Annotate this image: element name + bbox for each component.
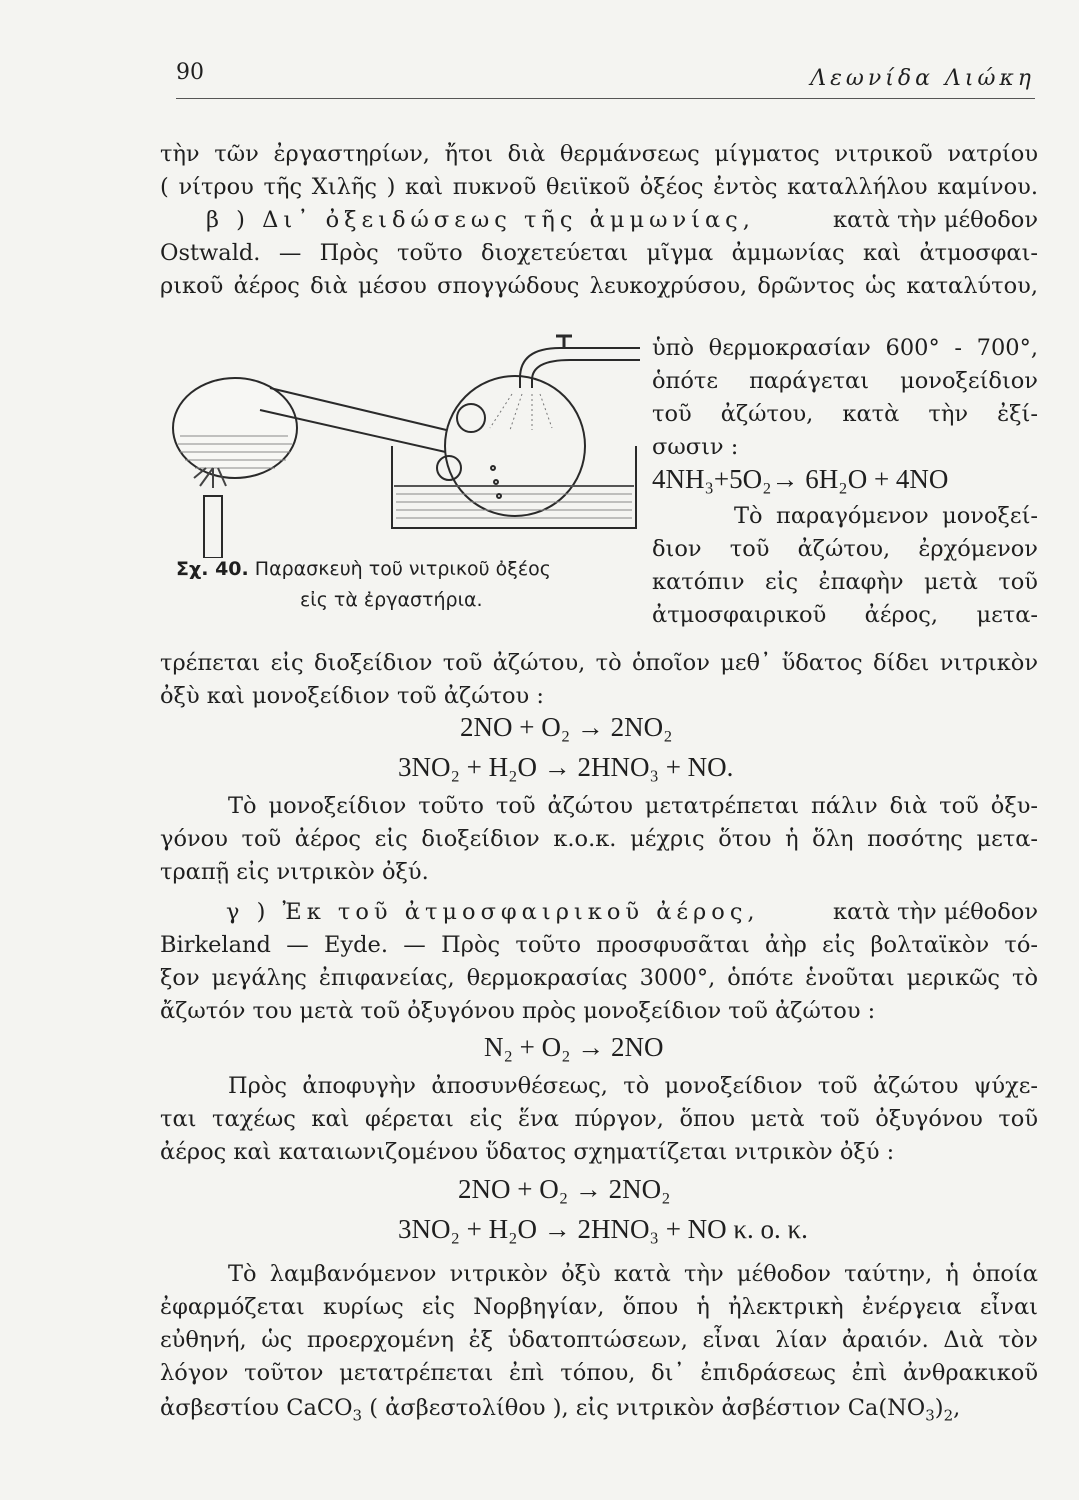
- text-line: Τὸ λαμβανόμενον νιτρικὸν ὀξὺ κατὰ τὴν μέθοδον ταύτην, ἡ ὁποία: [228, 1261, 1038, 1287]
- text-line: εὐθηνή, ὡς προερχομένη ἐξ ὑδατοπτώσεων, εἶναι λίαν ἀραιόν. Διὰ τὸν: [160, 1327, 1038, 1353]
- text-fragment: ἀσβεστίου CaCO: [160, 1395, 353, 1421]
- section-b-heading: β ) Δι᾽ ὀξειδώσεως τῆς ἀμμωνίας,: [206, 207, 755, 233]
- equation: 2NO + O₂ → 2NO₂: [460, 712, 673, 742]
- text-line: ἀσβεστίου CaCO$_3$ ( ἀσβεστολίθου ), εἰς νιτρικὸν ἀσβέστιον $Ca(NO_3)_2$,: [160, 1395, 961, 1425]
- equation: 2NO + O₂ → 2NO₂: [458, 1174, 671, 1204]
- text-line: κατόπιν εἰς ἐπαφὴν μετὰ τοῦ: [652, 569, 1038, 595]
- equation: 3NO₂ + H₂O → 2HNO₃ + NO κ. ο. κ.: [398, 1214, 808, 1244]
- page-header: [176, 56, 1035, 99]
- text-line: Πρὸς ἀποφυγὴν ἀποσυνθέσεως, τὸ μονοξείδιον τοῦ ἀζώτου ψύχε-: [228, 1073, 1038, 1099]
- text-line: ὀξὺ καὶ μονοξείδιον τοῦ ἀζώτου :: [160, 683, 544, 709]
- text-line: ται ταχέως καὶ φέρεται εἰς ἕνα πύργον, ὅπου μετὰ τοῦ ὀξυγόνου τοῦ: [160, 1106, 1038, 1132]
- running-head: Λεωνίδα Λιώκη: [810, 66, 1035, 91]
- retort-bulb: [173, 378, 297, 478]
- text-line: γόνου τοῦ ἀέρος εἰς διοξείδιον κ.ο.κ. μέχρις ὅτου ἡ ὅλη ποσότης μετα-: [160, 826, 1038, 852]
- equation: 3NO₂ + H₂O → 2HNO₃ + NO.: [398, 752, 734, 782]
- text-line: τραπῇ εἰς νιτρικὸν ὀξύ.: [160, 859, 429, 885]
- text-line: Τὸ παραγόμενον μονοξεί-: [734, 503, 1038, 529]
- text-line: Τὸ μονοξείδιον τοῦτο τοῦ ἀζώτου μετατρέπεται πάλιν διὰ τοῦ ὀξυ-: [228, 793, 1038, 819]
- text-line: ἀέρος καὶ καταιωνιζομένου ὕδατος σχηματίζεται νιτρικὸν ὀξύ :: [160, 1139, 895, 1165]
- text-line: Birkeland — Eyde. — Πρὸς τοῦτο προσφυσᾶται ἀὴρ εἰς βολταϊκὸν τό-: [160, 932, 1038, 958]
- figure-caption-line-1: Παρασκευὴ τοῦ νιτρικοῦ ὀξέος: [254, 558, 551, 580]
- text-line: Ostwald. — Πρὸς τοῦτο διοχετεύεται μῖγμα ἀμμωνίας καὶ ἀτμοσφαι-: [160, 240, 1038, 266]
- burner: [204, 496, 222, 558]
- text-line: ξον μεγάλης ἐπιφανείας, θερμοκρασίας 3000°, ὁπότε ἑνοῦται μερικῶς τὸ: [160, 965, 1038, 991]
- figure-caption-line-2: εἰς τὰ ἐργαστήρια.: [300, 589, 483, 611]
- text-line: ρικοῦ ἀέρος διὰ μέσου σπογγώδους λευκοχρύσου, δρῶντος ὡς καταλύτου,: [160, 273, 1038, 299]
- figure-label: Σχ. 40.: [176, 558, 249, 580]
- text-line: τρέπεται εἰς διοξείδιον τοῦ ἀζώτου, τὸ ὁποῖον μεθ᾽ ὕδατος δίδει νιτρικὸν: [160, 650, 1038, 676]
- text-line: διον τοῦ ἀζώτου, ἐρχόμενον: [652, 536, 1038, 562]
- text-line: ὑπὸ θερμοκρασίαν 600° - 700°,: [652, 335, 1038, 361]
- text-line: ἄζωτόν του μετὰ τοῦ ὀξυγόνου πρὸς μονοξείδιον τοῦ ἀζώτου :: [160, 998, 876, 1024]
- text-line: ἐφαρμόζεται κυρίως εἰς Νορβηγίαν, ὅπου ἡ ἠλεκτρικὴ ἐνέργεια εἶναι: [160, 1294, 1038, 1320]
- equation-ostwald: 4NH₃+5O₂→ 6H₂O + 4NO: [652, 464, 949, 494]
- text-fragment: ): [934, 1395, 944, 1421]
- text-line: [226, 896, 1038, 928]
- section-c-heading: γ ) Ἐκ τοῦ ἀτμοσφαιρικοῦ ἀέρος,: [226, 899, 760, 925]
- text-line: τοῦ ἀζώτου, κατὰ τὴν ἐξί-: [652, 401, 1038, 427]
- text-line: ἀτμοσφαιρικοῦ ἀέρος, μετα-: [652, 602, 1038, 628]
- figure-apparatus: [160, 318, 650, 558]
- text-line: λόγον τοῦτον μετατρέπεται ἐπὶ τόπου, δι᾽ ἐπιδράσεως ἐπὶ ἀνθρακικοῦ: [160, 1360, 1038, 1386]
- text-fragment: ( ἀσβεστολίθου ), εἰς νιτρικὸν ἀσβέστιον Ca(NO: [362, 1395, 926, 1421]
- text-line: σωσιν :: [652, 434, 739, 460]
- text-fragment: κατὰ τὴν μέθοδον: [833, 899, 1038, 925]
- text-line: ( νίτρου τῆς Χιλῆς ) καὶ πυκνοῦ θειϊκοῦ ὀξέος ἐντὸς καταλλήλου καμίνου.: [160, 174, 1038, 200]
- text-line: ὁπότε παράγεται μονοξείδιον: [652, 368, 1038, 394]
- equation-birkeland: N₂ + O₂ → 2NO: [484, 1032, 664, 1062]
- text-line: [206, 204, 1038, 236]
- text-fragment: κατὰ τὴν μέθοδον: [833, 207, 1038, 233]
- text-fragment: ,: [953, 1395, 961, 1421]
- receiver-flask: [445, 376, 585, 516]
- figure-caption: [176, 558, 551, 580]
- text-line: τὴν τῶν ἐργαστηρίων, ἤτοι διὰ θερμάνσεως μίγματος νιτρικοῦ νατρίου: [160, 141, 1038, 167]
- page-number: 90: [176, 60, 204, 85]
